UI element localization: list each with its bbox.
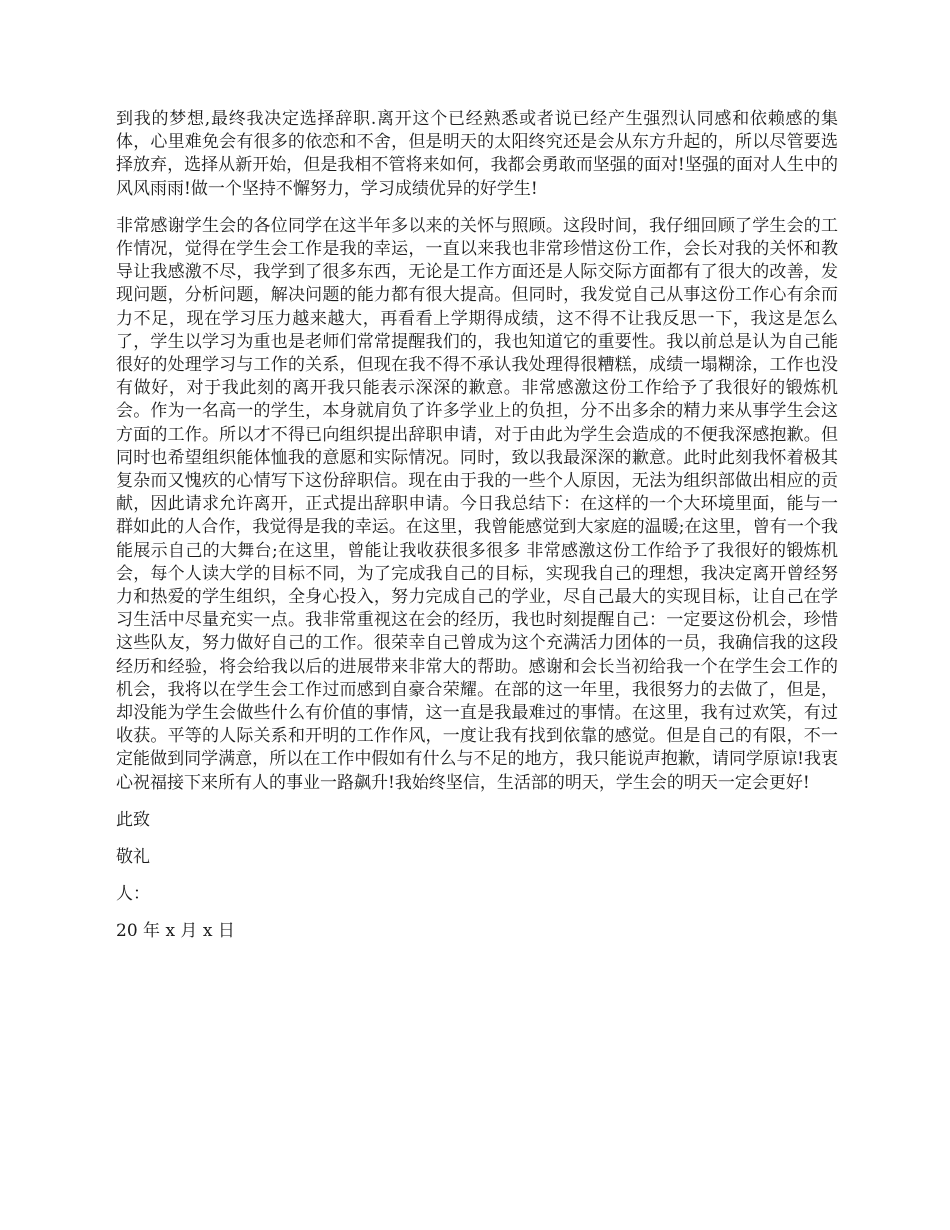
paragraph-1: 到我的梦想,最终我决定选择辞职.离开这个已经熟悉或者说已经产生强烈认同感和依赖感的集体，心里难免会有很多的依恋和不舍，但是明天的太阳终究还是会从东方升起的，所以尽管要选择放弃，选择从新开始，但是我相不管将来如何，我都会勇敢而坚强的面对!坚强的面对人生中的风风雨雨!做一个坚持不懈努力，学习成绩优异的好学生! [116,109,838,199]
closing-regards: 敬礼 [116,846,150,867]
signature-line: 人： [116,883,150,904]
closing-salutation: 此致 [116,809,150,830]
document-body [116,108,838,957]
date-line: 20 年 x 月 x 日 [116,920,235,941]
paragraph-2: 非常感谢学生会的各位同学在这半年多以来的关怀与照顾。这段时间，我仔细回顾了学生会的工作情况，觉得在学生会工作是我的幸运，一直以来我也非常珍惜这份工作，会长对我的关怀和教导让我感激不尽，我学到了很多东西，无论是工作方面还是人际交际方面都有了很大的改善，发现问题，分析问题，解决问题的能力都有很大提高。但同时，我发觉自己从事这份工作心有余而力不足，现在学习压力越来越大，再看看上学期得成绩，这不得不让我反思一下，我这是怎么了，学生以学习为重也是老师们常常提醒我们的，我也知道它的重要性。我以前总是认为自己能很好的处理学习与工作的关系，但现在我不得不承认我处理得很糟糕，成绩一塌糊涂，工作也没有做好，对于我此刻的离开我只能表示深深的歉意。非常感激这份工作给予了我很好的锻炼机会。作为一名高一的学生，本身就肩负了许多学业上的负担，分不出多余的精力来从事学生会这方面的工作。所以才不得已向组织提出辞职申请，对于由此为学生会造成的不便我深感抱歉。但同时也希望组织能体恤我的意愿和实际情况。同时，致以我最深深的歉意。此时此刻我怀着极其复杂而又愧疚的心情写下这份辞职信。现在由于我的一些个人原因，无法为组织部做出相应的贡献，因此请求允许离开，正式提出辞职申请。今日我总结下：在这样的一个大环境里面，能与一群如此的人合作，我觉得是我的幸运。在这里，我曾能感觉到大家庭的温暖;在这里，曾有一个我能展示自己的大舞台;在这里，曾能让我收获很多很多 非常感激这份工作给予了我很好的锻炼机会，每个人读大学的目标不同，为了完成我自己的目标，实现我自己的理想，我决定离开曾经努力和热爱的学生组织，全身心投入，努力完成自己的学业，尽自己最大的实现目标，让自己在学习生活中尽量充实一点。我非常重视这在会的经历，我也时刻提醒自己：一定要这份机会，珍惜这些队友，努力做好自己的工作。很荣幸自己曾成为这个充满活力团体的一员，我确信我的这段经历和经验，将会给我以后的进展带来非常大的帮助。感谢和会长当初给我一个在学生会工作的机会，我将以在学生会工作过而感到自豪合荣耀。在部的这一年里，我很努力的去做了，但是，却没能为学生会做些什么有价值的事情，这一直是我最难过的事情。在这里，我有过欢笑，有过收获。平等的人际关系和开明的工作作风，一度让我有找到依靠的感觉。但是自己的有限，不一定能做到同学满意，所以在工作中假如有什么与不足的地方，我只能说声抱歉，请同学原谅!我衷心祝福接下来所有人的事业一路飙升!我始终坚信，生活部的明天，学生会的明天一定会更好! [116,215,838,793]
